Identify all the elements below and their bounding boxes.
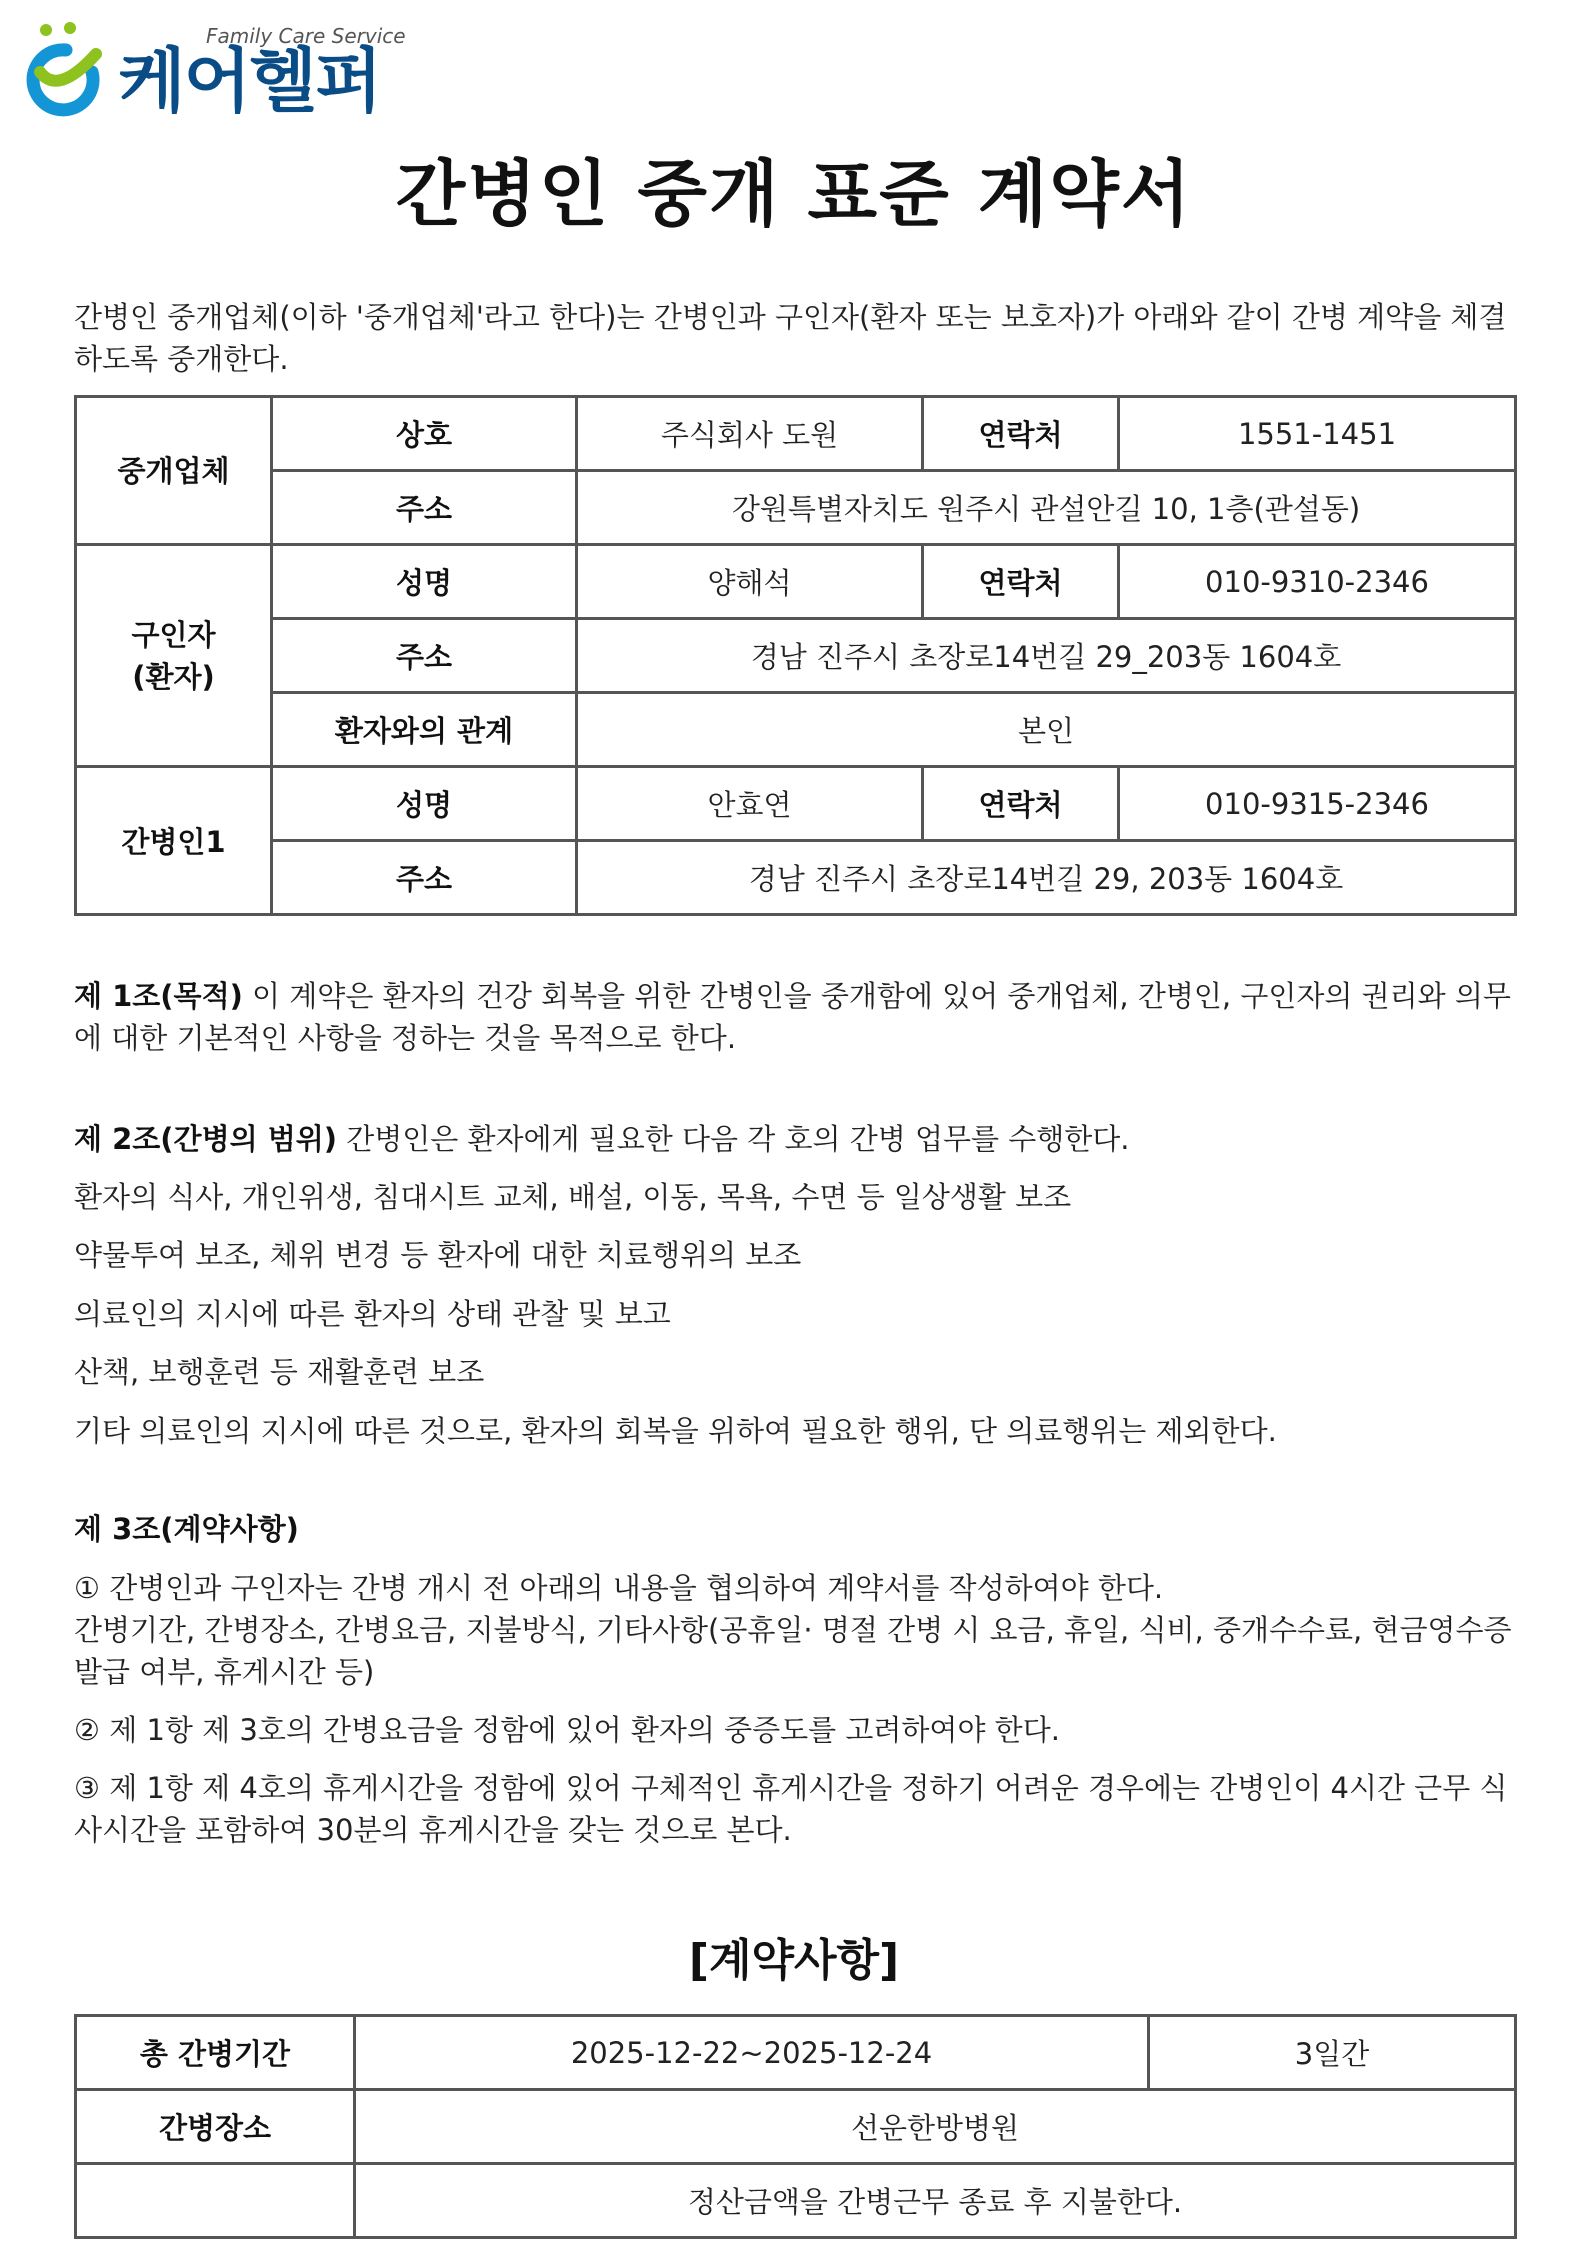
article-3-heading-text: 제 3조(계약사항) bbox=[74, 1512, 299, 1546]
article-1-text: 이 계약은 환자의 건강 회복을 위한 간병인을 중개함에 있어 중개업체, 간병인, 구인자의 권리와 의무에 대한 기본적인 사항을 정하는 것을 목적으로 한다. bbox=[74, 979, 1511, 1055]
period-value: 2025-12-22~2025-12-24 bbox=[355, 2016, 1149, 2090]
client-name-label: 성명 bbox=[272, 545, 577, 619]
table-row bbox=[76, 2164, 1516, 2238]
client-name: 양해석 bbox=[577, 545, 923, 619]
place-value: 선운한방병원 bbox=[355, 2090, 1516, 2164]
table-row bbox=[76, 545, 1516, 619]
client-contact-label: 연락처 bbox=[923, 545, 1119, 619]
table-row bbox=[76, 2016, 1516, 2090]
contract-heading: [계약사항] bbox=[688, 1935, 900, 1986]
list-item: 환자의 식사, 개인위생, 침대시트 교체, 배설, 이동, 목욕, 수면 등 일상생활 보조 bbox=[74, 1180, 1072, 1214]
article-3-heading bbox=[74, 1508, 1514, 1550]
list-item: 기타 의료인의 지시에 따른 것으로, 환자의 회복을 위하여 필요한 행위, 단 의료행위는 제외한다. bbox=[74, 1414, 1277, 1448]
intro-paragraph: 간병인 중개업체(이하 '중개업체'라고 한다)는 간병인과 구인자(환자 또는 보호자)가 아래와 같이 간병 계약을 체결하도록 중개한다. bbox=[74, 300, 1507, 376]
broker-contact: 1551-1451 bbox=[1119, 397, 1516, 471]
table-row bbox=[76, 397, 1516, 471]
client-address-label: 주소 bbox=[272, 619, 577, 693]
broker-name-label: 상호 bbox=[272, 397, 577, 471]
table-row bbox=[76, 619, 1516, 693]
client-group-label: 구인자(환자) bbox=[76, 545, 272, 767]
list-item: 약물투여 보조, 체위 변경 등 환자에 대한 치료행위의 보조 bbox=[74, 1238, 802, 1272]
table-row bbox=[76, 693, 1516, 767]
logo-mark-icon bbox=[10, 20, 110, 120]
article-3-p1: ① 간병인과 구인자는 간병 개시 전 아래의 내용을 협의하여 계약서를 작성하여야 한다. bbox=[74, 1571, 1164, 1605]
article-3-p2: ② 제 1항 제 3호의 간병요금을 정함에 있어 환자의 중증도를 고려하여야 한다. bbox=[74, 1713, 1060, 1747]
broker-address-label: 주소 bbox=[272, 471, 577, 545]
article-2-text: 간병인은 환자에게 필요한 다음 각 호의 간병 업무를 수행한다. bbox=[336, 1122, 1130, 1156]
article-2 bbox=[74, 1118, 1514, 1160]
article-1 bbox=[74, 975, 1514, 1059]
client-relation: 본인 bbox=[577, 693, 1516, 767]
broker-contact-label: 연락처 bbox=[923, 397, 1119, 471]
place-label: 간병장소 bbox=[76, 2090, 355, 2164]
table-row bbox=[76, 471, 1516, 545]
contract-table bbox=[74, 2014, 1517, 2239]
broker-group-label: 중개업체 bbox=[76, 397, 272, 545]
table-row bbox=[76, 2090, 1516, 2164]
logo-subtitle: Family Care Service bbox=[206, 24, 406, 48]
client-relation-label: 환자와의 관계 bbox=[272, 693, 577, 767]
parties-table bbox=[74, 395, 1517, 916]
caregiver-address-label: 주소 bbox=[272, 841, 577, 915]
period-label: 총 간병기간 bbox=[76, 2016, 355, 2090]
broker-name: 주식회사 도원 bbox=[577, 397, 923, 471]
company-logo bbox=[10, 20, 410, 120]
caregiver-group-label: 간병인1 bbox=[76, 767, 272, 915]
article-1-heading: 제 1조(목적) bbox=[74, 979, 243, 1013]
client-contact: 010-9310-2346 bbox=[1119, 545, 1516, 619]
table-row bbox=[76, 767, 1516, 841]
caregiver-contact-label: 연락처 bbox=[923, 767, 1119, 841]
list-item: 산책, 보행훈련 등 재활훈련 보조 bbox=[74, 1355, 485, 1389]
page-title: 간병인 중개 표준 계약서 bbox=[395, 152, 1193, 236]
list-item: 의료인의 지시에 따른 환자의 상태 관찰 및 보고 bbox=[74, 1297, 671, 1331]
caregiver-contact: 010-9315-2346 bbox=[1119, 767, 1516, 841]
broker-address: 강원특별자치도 원주시 관설안길 10, 1층(관설동) bbox=[577, 471, 1516, 545]
payment-label-cell bbox=[76, 2164, 355, 2238]
logo-name: 케어헬퍼 bbox=[118, 40, 381, 122]
payment-value: 정산금액을 간병근무 종료 후 지불한다. bbox=[355, 2164, 1516, 2238]
client-address: 경남 진주시 초장로14번길 29_203동 1604호 bbox=[577, 619, 1516, 693]
caregiver-address: 경남 진주시 초장로14번길 29, 203동 1604호 bbox=[577, 841, 1516, 915]
period-days: 3일간 bbox=[1149, 2016, 1516, 2090]
article-3-p3: ③ 제 1항 제 4호의 휴게시간을 정함에 있어 구체적인 휴게시간을 정하기 어려운 경우에는 간병인이 4시간 근무 식사시간을 포함하여 30분의 휴게시간을 갖는 것으로 본다. bbox=[74, 1771, 1508, 1847]
article-3-p1b: 간병기간, 간병장소, 간병요금, 지불방식, 기타사항(공휴일· 명절 간병 시 요금, 휴일, 식비, 중개수수료, 현금영수증 발급 여부, 휴게시간 등) bbox=[74, 1613, 1512, 1689]
caregiver-name-label: 성명 bbox=[272, 767, 577, 841]
article-2-heading: 제 2조(간병의 범위) bbox=[74, 1122, 337, 1156]
caregiver-name: 안효연 bbox=[577, 767, 923, 841]
table-row bbox=[76, 841, 1516, 915]
